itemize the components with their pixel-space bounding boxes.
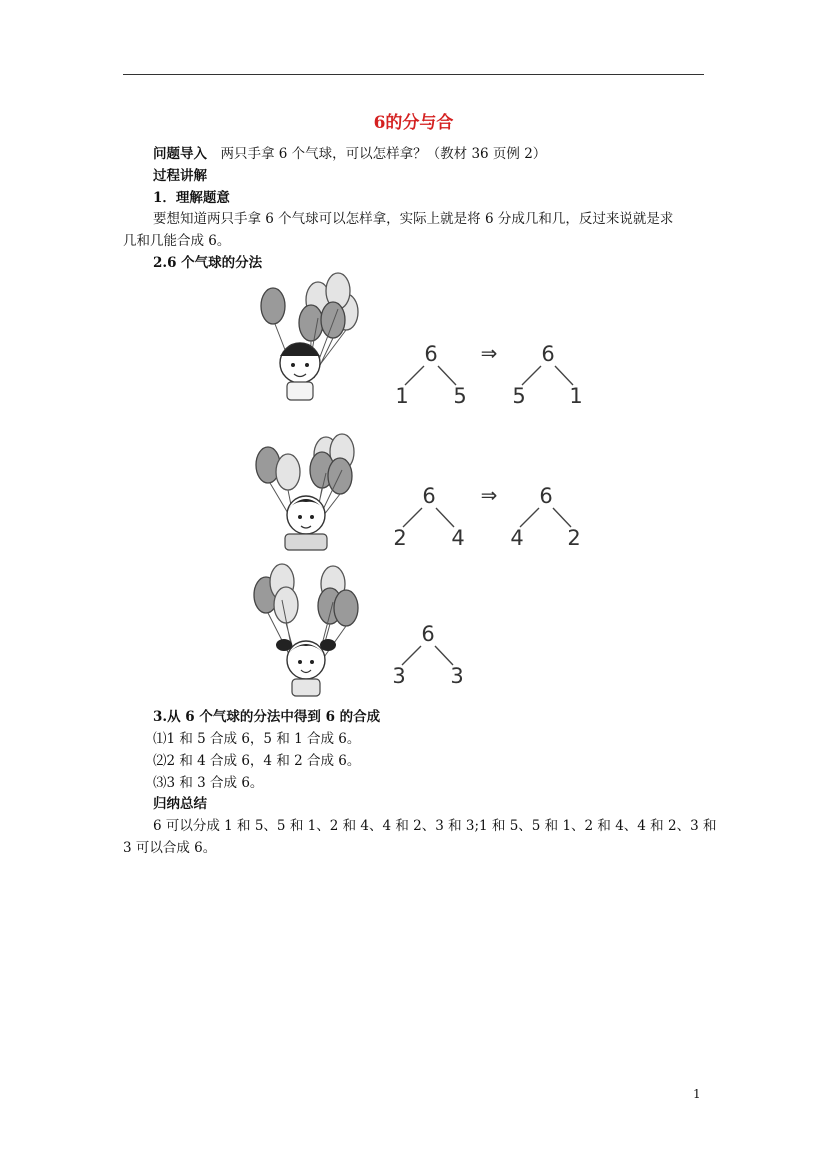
tree-2-right-b: 2 (567, 526, 581, 550)
intro-label: 问题导入 (153, 146, 207, 162)
tree-3-a: 3 (392, 664, 406, 688)
step3-item-2: ⑵2 和 4 合成 6，4 和 2 合成 6。 (153, 753, 361, 769)
step3-item-3: ⑶3 和 3 合成 6。 (153, 775, 264, 791)
summary-line2: 3 可以合成 6。 (123, 840, 217, 856)
step3-item-1: ⑴1 和 5 合成 6，5 和 1 合成 6。 (153, 731, 361, 747)
tree-2-arrow-icon: ⇒ (480, 483, 498, 507)
step2-heading: 2.6 个气球的分法 (153, 255, 263, 271)
tree-3 (392, 622, 463, 688)
tree-1-right-top: 6 (541, 342, 555, 366)
tree-1-right-a: 5 (512, 384, 526, 408)
tree-2-left-a: 2 (393, 526, 407, 550)
step1-line2: 几和几能合成 6。 (123, 233, 231, 249)
summary-heading: 归纳总结 (153, 796, 207, 812)
tree-2-left-top: 6 (422, 484, 436, 508)
tree-2-left-b: 4 (451, 526, 465, 550)
tree-1-left-a: 1 (395, 384, 409, 408)
tree-3-b: 3 (450, 664, 464, 688)
tree-2-right (510, 484, 580, 550)
page-number: 1 (693, 1087, 701, 1101)
pigtail-girl-with-balloons-illustration (254, 564, 358, 696)
step3-heading: 3.从 6 个气球的分法中得到 6 的合成 (153, 709, 381, 725)
intro-text: 两只手拿 6 个气球，可以怎样拿？（教材 36 页例 2） (207, 146, 547, 162)
summary-line1: 6 可以分成 1 和 5、5 和 1、2 和 4、4 和 2、3 和 3;1 和 5、5 和 1、2 和 4、4 和 2、3 和 (153, 818, 717, 834)
tree-2-right-top: 6 (539, 484, 553, 508)
tree-1-left-top: 6 (424, 342, 438, 366)
girl-with-balloons-illustration (256, 434, 354, 550)
tree-1-left-b: 5 (453, 384, 467, 408)
tree-1-right-b: 1 (569, 384, 583, 408)
boy-with-balloons-illustration (261, 273, 358, 400)
tree-2-left (393, 484, 464, 550)
tree-2-right-a: 4 (510, 526, 524, 550)
process-heading: 过程讲解 (153, 168, 207, 184)
tree-1-right (512, 342, 582, 408)
page-title: 6的分与合 (373, 113, 454, 133)
step1-line1: 要想知道两只手拿 6 个气球可以怎样拿，实际上就是将 6 分成几和几，反过来说就是求 (153, 211, 674, 227)
step1-heading: 1．理解题意 (153, 190, 230, 206)
tree-1-left (395, 342, 466, 408)
tree-3-top: 6 (421, 622, 435, 646)
tree-1-arrow-icon: ⇒ (480, 341, 498, 365)
